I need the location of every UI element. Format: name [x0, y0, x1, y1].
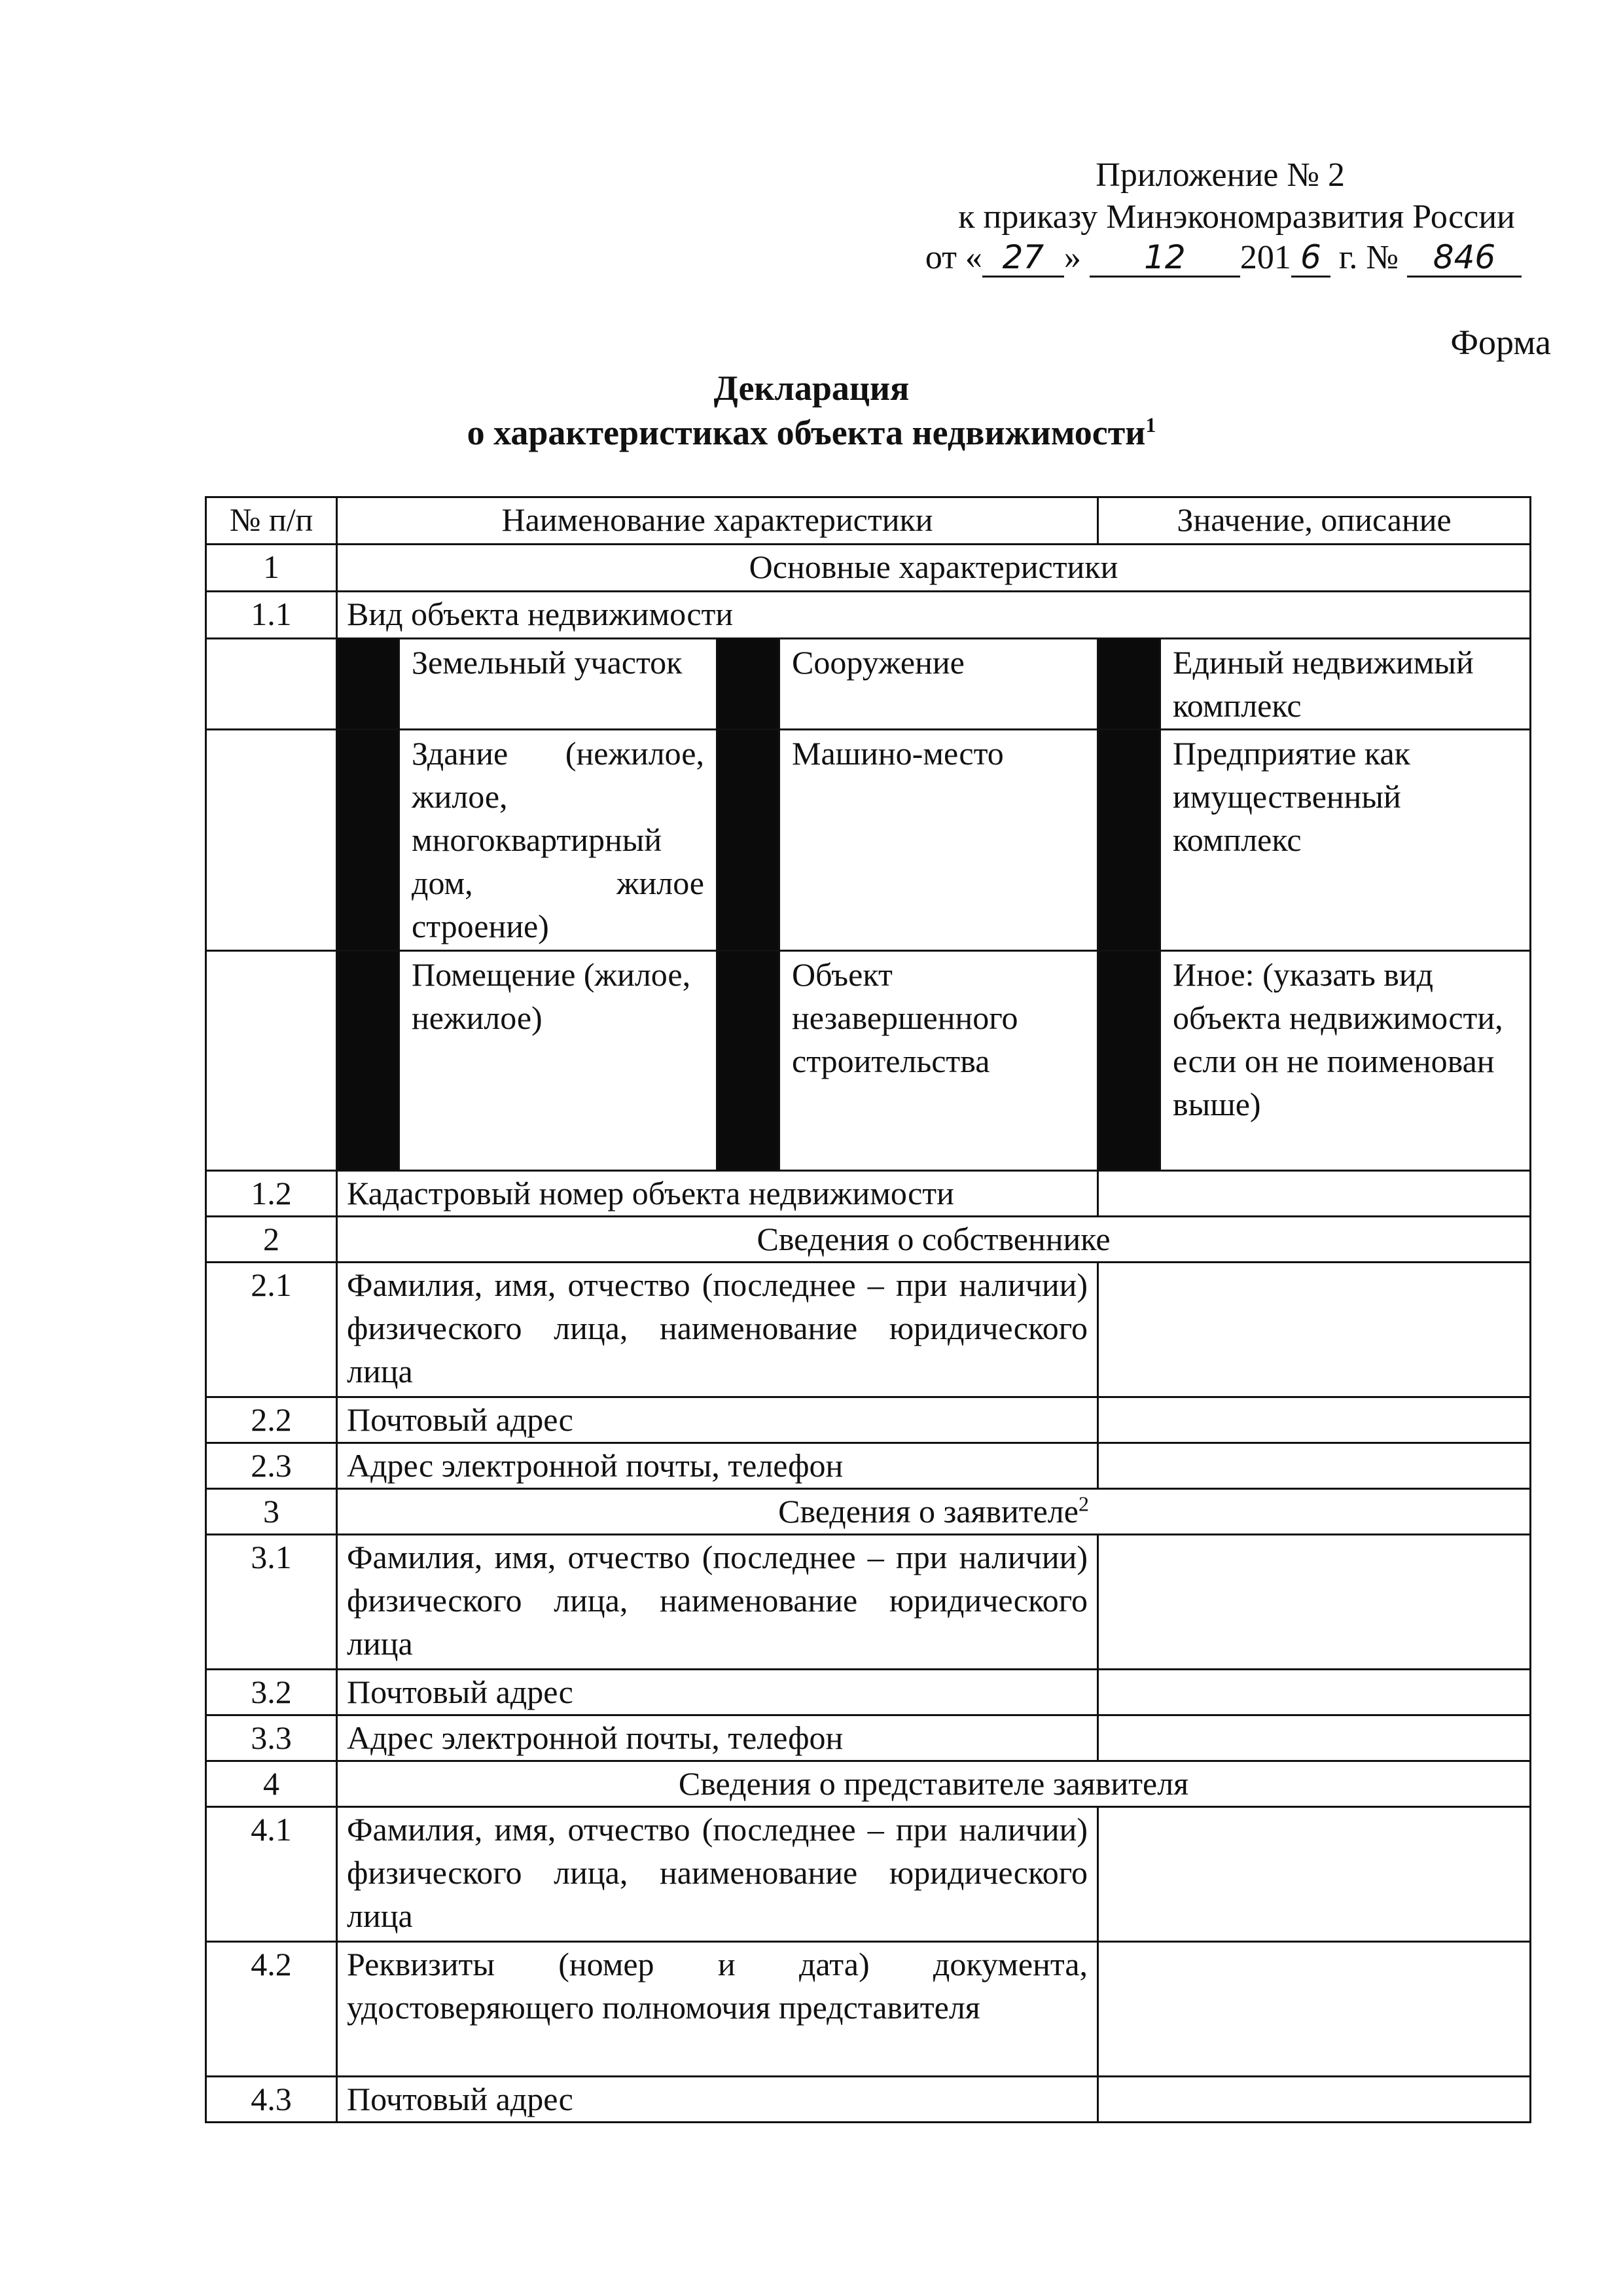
value-field-applicant-contacts[interactable]: [1098, 1715, 1531, 1761]
table-row: [206, 592, 1531, 639]
row-label: Почтовый адрес: [337, 2077, 1098, 2123]
row-num: 1.2: [206, 1171, 337, 1217]
checkbox-single-complex[interactable]: [1098, 639, 1160, 730]
option-structure: Сооружение: [779, 639, 1098, 730]
section-title: Сведения о представителе заявителя: [337, 1761, 1531, 1807]
table-row: [206, 1942, 1531, 2077]
section-title: [337, 1489, 1531, 1535]
header-line-2: к приказу Минэкономразвития России: [958, 198, 1515, 236]
document-subtitle: [0, 411, 1623, 454]
table-row: [206, 1807, 1531, 1942]
row-num: 1.1: [206, 592, 337, 639]
handwritten-month: 12: [1090, 239, 1240, 278]
section-row: [206, 1217, 1531, 1263]
checkbox-other[interactable]: [1098, 951, 1160, 1171]
section-row: [206, 1761, 1531, 1807]
row-label: Реквизиты (номер и дата) документа, удостоверяющего полномочия представителя: [337, 1942, 1098, 2077]
col-header-value: Значение, описание: [1098, 497, 1531, 545]
handwritten-day: 27: [982, 239, 1064, 278]
option-premises: Помещение (жилое, нежилое): [399, 951, 717, 1171]
date-quote: »: [1063, 239, 1081, 276]
value-field-applicant-address[interactable]: [1098, 1670, 1531, 1715]
table-row: [206, 1715, 1531, 1761]
table-row: [206, 1171, 1531, 1217]
document-title: Декларация: [713, 368, 910, 408]
footnote-1: 1: [1145, 413, 1156, 437]
object-type-row: [206, 639, 1531, 730]
value-field-representative-document[interactable]: [1098, 1942, 1531, 2077]
value-field-owner-name[interactable]: [1098, 1263, 1531, 1397]
table-row: [206, 1397, 1531, 1443]
table-row: [206, 1535, 1531, 1670]
table-row: [206, 1670, 1531, 1715]
header-line-1: Приложение № 2: [1096, 156, 1345, 194]
object-type-row: [206, 730, 1531, 951]
handwritten-number: 846: [1407, 239, 1522, 278]
col-header-num: № п/п: [206, 497, 337, 545]
checkbox-unfinished[interactable]: [717, 951, 779, 1171]
row-num: 2.3: [206, 1443, 337, 1489]
checkbox-premises[interactable]: [337, 951, 399, 1171]
row-num: 4.2: [206, 1942, 337, 2077]
row-label: Фамилия, имя, отчество (последнее – при наличии) физического лица, наименование юридического лица: [337, 1807, 1098, 1942]
section-num: 3: [206, 1489, 337, 1535]
checkbox-building[interactable]: [337, 730, 399, 951]
checkbox-enterprise[interactable]: [1098, 730, 1160, 951]
form-label: Форма: [1450, 323, 1551, 362]
row-num: 3.3: [206, 1715, 337, 1761]
option-enterprise: Предприятие как имущественный комплекс: [1160, 730, 1531, 951]
year-prefix: 201: [1240, 239, 1291, 276]
section-num: 4: [206, 1761, 337, 1807]
empty-cell: [206, 951, 337, 1171]
section-num: 2: [206, 1217, 337, 1263]
empty-cell: [206, 639, 337, 730]
value-field-cadastral[interactable]: [1098, 1171, 1531, 1217]
row-num: 3.2: [206, 1670, 337, 1715]
value-field-owner-address[interactable]: [1098, 1397, 1531, 1443]
row-num: 2.1: [206, 1263, 337, 1397]
footnote-2: 2: [1078, 1492, 1089, 1516]
value-field-representative-name[interactable]: [1098, 1807, 1531, 1942]
col-header-name: Наименование характеристики: [337, 497, 1098, 545]
subtitle-text: о характеристиках объекта недвижимости: [467, 413, 1146, 452]
checkbox-land[interactable]: [337, 639, 399, 730]
section-num: 1: [206, 545, 337, 592]
row-label: Вид объекта недвижимости: [337, 592, 1531, 639]
number-label: г. №: [1338, 239, 1399, 276]
row-label: Адрес электронной почты, телефон: [337, 1443, 1098, 1489]
row-label: Почтовый адрес: [337, 1397, 1098, 1443]
object-type-row: [206, 951, 1531, 1171]
option-land: Земельный участок: [399, 639, 717, 730]
declaration-table: [205, 496, 1531, 2123]
value-field-applicant-name[interactable]: [1098, 1535, 1531, 1670]
row-label: Фамилия, имя, отчество (последнее – при наличии) физического лица, наименование юридического лица: [337, 1263, 1098, 1397]
row-label: Почтовый адрес: [337, 1670, 1098, 1715]
row-label: Адрес электронной почты, телефон: [337, 1715, 1098, 1761]
row-label: Кадастровый номер объекта недвижимости: [337, 1171, 1098, 1217]
option-single-complex: Единый недвижимый комплекс: [1160, 639, 1531, 730]
header-date-line: [925, 237, 1522, 279]
date-prefix: от «: [925, 239, 982, 276]
handwritten-year-digit: 6: [1291, 239, 1330, 278]
value-field-owner-contacts[interactable]: [1098, 1443, 1531, 1489]
option-unfinished: Объект незавершенного строительства: [779, 951, 1098, 1171]
checkbox-parking[interactable]: [717, 730, 779, 951]
table-row: [206, 1263, 1531, 1397]
section-title: Сведения о собственнике: [337, 1217, 1531, 1263]
row-num: 4.3: [206, 2077, 337, 2123]
row-num: 3.1: [206, 1535, 337, 1670]
option-building: Здание (нежилое, жилое, многоквартирный дом, жилое строение): [399, 730, 717, 951]
section-row: [206, 545, 1531, 592]
table-header-row: [206, 497, 1531, 545]
empty-cell: [206, 730, 337, 951]
row-num: 2.2: [206, 1397, 337, 1443]
table-row: [206, 1443, 1531, 1489]
value-field-representative-address[interactable]: [1098, 2077, 1531, 2123]
table-row: [206, 2077, 1531, 2123]
row-label: Фамилия, имя, отчество (последнее – при наличии) физического лица, наименование юридического лица: [337, 1535, 1098, 1670]
checkbox-structure[interactable]: [717, 639, 779, 730]
option-parking: Машино-место: [779, 730, 1098, 951]
row-num: 4.1: [206, 1807, 337, 1942]
section-row: [206, 1489, 1531, 1535]
section-title: Основные характеристики: [337, 545, 1531, 592]
option-other: Иное: (указать вид объекта недвижимости, если он не поименован выше): [1160, 951, 1531, 1171]
section-title-text: Сведения о заявителе: [778, 1493, 1079, 1530]
